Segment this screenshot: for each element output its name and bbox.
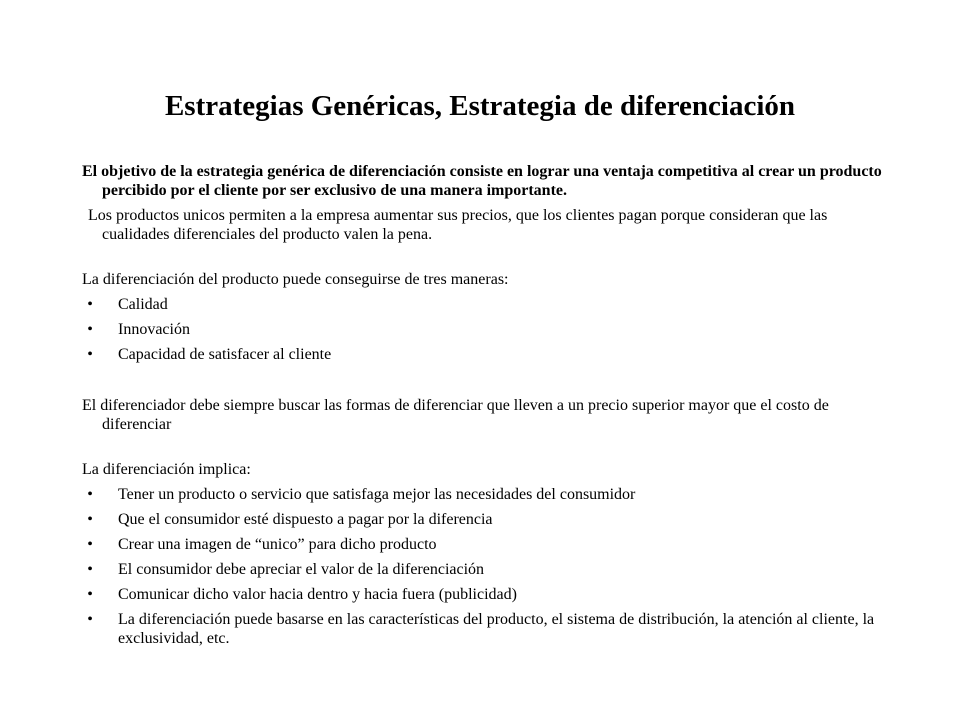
list-item-text: Que el consumidor esté dispuesto a pagar por la diferencia [118,511,493,528]
list-item-text: El consumidor debe apreciar el valor de la diferenciación [118,561,485,578]
list-item [82,610,882,648]
slide-body [82,162,882,654]
slide-title: Estrategias Genéricas, Estrategia de diferenciación [164,90,796,122]
bullet-icon: • [87,486,93,503]
list-item-text: Tener un producto o servicio que satisfaga mejor las necesidades del consumidor [118,486,636,503]
list-item [82,485,882,504]
bullet-icon: • [87,611,93,628]
list-item-text: La diferenciación puede basarse en las características del producto, el sistema de distribución, la atención al cliente, la exclusividad, etc. [118,611,875,647]
bullet-icon: • [87,536,93,553]
intro-paragraph: Los productos unicos permiten a la empresa aumentar sus precios, que los clientes pagan porque consideran que las cualidades diferenciales del producto valen la pena. [88,207,828,243]
ways-list [82,295,882,364]
list-item-text: Innovación [118,321,190,338]
intro-bold-paragraph: El objetivo de la estrategia genérica de diferenciación consiste en lograr una ventaja competitiva al crear un producto percibido por el cliente por ser exclusivo de una manera importante. [82,163,882,199]
implies-list [82,485,882,648]
list-item [82,560,882,579]
implies-heading: La diferenciación implica: [82,461,251,478]
bullet-icon: • [87,296,93,313]
bullet-icon: • [87,346,93,363]
list-item [82,510,882,529]
list-item [82,320,882,339]
bullet-icon: • [87,586,93,603]
bullet-icon: • [87,321,93,338]
list-item [82,585,882,604]
list-item-text: Crear una imagen de “unico” para dicho producto [118,536,437,553]
bullet-icon: • [87,561,93,578]
list-item-text: Capacidad de satisfacer al cliente [118,346,332,363]
list-item [82,295,882,314]
ways-heading: La diferenciación del producto puede conseguirse de tres maneras: [82,271,509,288]
list-item [82,535,882,554]
list-item [82,345,882,364]
list-item-text: Calidad [118,296,168,313]
bullet-icon: • [87,511,93,528]
list-item-text: Comunicar dicho valor hacia dentro y hacia fuera (publicidad) [118,586,517,603]
differentiator-paragraph: El diferenciador debe siempre buscar las formas de diferenciar que lleven a un precio superior mayor que el costo de diferenciar [82,397,829,433]
